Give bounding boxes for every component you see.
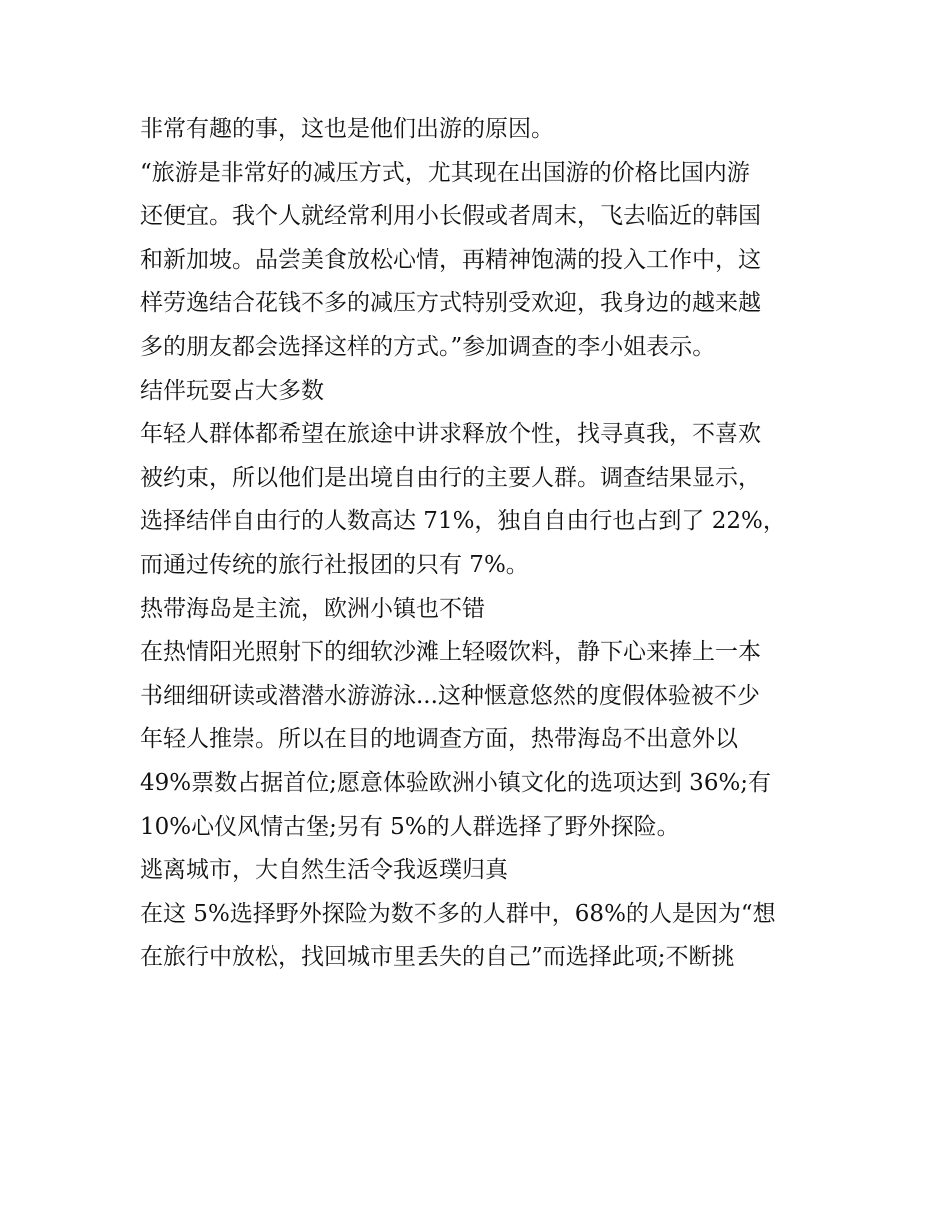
text-line-15: 年轻人推崇。所以在目的地调查方面，热带海岛不出意外以 [140, 726, 738, 753]
text-line-8: 年轻人群体都希望在旅途中讲求释放个性，找寻真我，不喜欢 [140, 421, 761, 448]
text-line-19: 在这 5%选择野外探险为数不多的人群中，68%的人是因为“想 [140, 900, 776, 927]
text-line-2: “旅游是非常好的减压方式，尤其现在出国游的价格比国内游 [140, 159, 750, 186]
text-line-11: 而通过传统的旅行社报团的只有 7%。 [140, 551, 529, 578]
text-line-13: 在热情阳光照射下的细软沙滩上轻啜饮料，静下心来捧上一本 [140, 639, 761, 666]
section-heading-nature: 逃离城市，大自然生活令我返璞归真 [140, 857, 508, 884]
text-line-9: 被约束，所以他们是出境自由行的主要人群。调查结果显示， [140, 464, 761, 491]
text-line-14: 书细细研读或潜潜水游游泳...这种惬意悠然的度假体验被不少 [140, 682, 760, 709]
text-line-5: 样劳逸结合花钱不多的减压方式特别受欢迎，我身边的越来越 [140, 290, 761, 317]
document-page [140, 108, 820, 980]
text-line-20: 在旅行中放松，找回城市里丢失的自己”而选择此项;不断挑 [140, 944, 735, 971]
text-line-17: 10%心仪风情古堡;另有 5%的人群选择了野外探险。 [140, 813, 680, 840]
text-line-1: 非常有趣的事，这也是他们出游的原因。 [140, 116, 554, 142]
section-heading-companions: 结伴玩耍占大多数 [140, 377, 324, 404]
text-line-4: 和新加坡。品尝美食放松心情，再精神饱满的投入工作中，这 [140, 246, 761, 273]
text-line-6: 多的朋友都会选择这样的方式。”参加调查的李小姐表示。 [140, 333, 716, 360]
text-line-3: 还便宜。我个人就经常利用小长假或者周末，飞去临近的韩国 [140, 203, 761, 230]
section-heading-destinations: 热带海岛是主流，欧洲小镇也不错 [140, 595, 485, 622]
text-line-16: 49%票数占据首位;愿意体验欧洲小镇文化的选项达到 36%;有 [140, 769, 772, 796]
text-line-10: 选择结伴自由行的人数高达 71%，独自自由行也占到了 22%， [140, 508, 786, 535]
